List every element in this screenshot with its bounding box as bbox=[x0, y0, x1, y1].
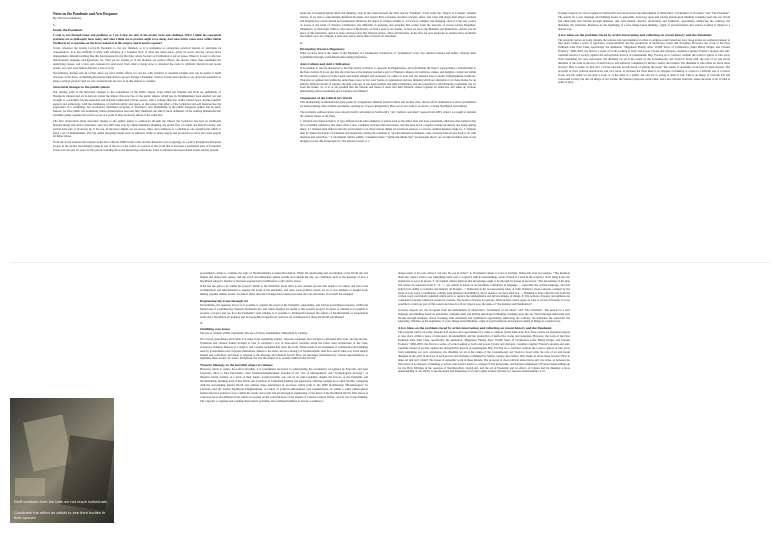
caption-line-2: Constraint the effect on artists to see their bodies in their spaces bbox=[14, 510, 106, 520]
paragraph: The first observation about structural change to the public sphere is reinforced through the impact the lockdown has had on traditional manufacturing and service industries, and cross 66% take over by online industries. Banking, the global flow of capital, the Debt Economy, and Global networks of all shown up, it has not. In the more digital, we are stores, cities, and commerce is a reliable as one system from which to forge a set of fundamentals. The big online shopping brands such as Amazon, while as many supply and production to have also been largely invisible labour. bbox=[53, 118, 221, 139]
paragraph: In many respects we can recognise from the embodiment of Nietzsche’s “revaluation of all values” and “The Overman”. The search for a new language and thinking based on aphorisms, breaking apart and mixing neurological thinking, breaking apart the one World through embracing new Worlds through madness, chaos, breaking with rationality and Symbolical opportunity, embracing the ordinary, the mundane, the particular, the surprising. Whether as the beginning of a new image-based thinking, origin of psychoanalysis and science looking at things in a neutral way. bbox=[398, 307, 570, 324]
heading-few-ideas: A few ideas on the problems faced by artists intervening and reflecting on recent history and the Pandemic bbox=[558, 33, 712, 38]
paragraph: What we have here is the centre of the Pandemic is a momentary breakdown of “normalised” every day cultural routines and habits, offering other possibilities through a scheduled homecoming Narratives. bbox=[300, 51, 476, 60]
heading-outlining-core-issues: Outlining core issues bbox=[200, 327, 231, 332]
column-4 bbox=[200, 272, 368, 526]
heading-structural-changes: Structural changes to the public sphere bbox=[53, 85, 110, 90]
caption-line-1: Stuff surfaces from the bath we not reach individuals bbox=[14, 499, 107, 504]
author-byline: By David Goldenberg bbox=[53, 16, 82, 21]
paragraph: The problems outlined above were already briefly articulated in Stallworth’s “Art: Cultural outcomes” opened from 2003, when I so sought to demand the cultural values of the West. bbox=[300, 109, 476, 118]
photo-caption bbox=[14, 499, 110, 520]
paragraph: Nevertheless, the question is how is it possible to register the event of the Pandemic, Quarantine, and Global government response, within the framework of Contemporary Western Neoliberal Art, and which insights are useful to this specific project? In terms of whether it is possible to produce a project and see how the Pandemic? And whether is it possible to distinguish between the effects of Neoliberalism or Geopolitical terms and a Neoliberal art industry and its Geopolitical objectives? And how art is mitigated by these the World and Market? bbox=[200, 303, 368, 319]
paragraph: break the Covenant(Capital) mind and thinking, even in the clash between the West and its “Enemies”. Even today the “Object of Critique” remains elusive. If we aim to acknowledge Reinhard Koselek, and current First Colonials, modern concepts, ideas, and crisis still shape their impact analysis and shaping how events should be investigated. Whatever the object of critique actually is, is far more complex and changing, since it is the very source of power at the heart of Western Civilisation, the difficulty in grasping and grasping this comes from the exercise of Green Global Magnifier, Ideasphere, or Ontologie. With no advocates of Modernity, we find a need to our bodies, so here we are to the Manifest and Immediate, and the one set place of this formation. And it is quite obvious today that Western artists, critics and theorists, in the first are now irrelevant to analyse those problems has turned out to be complex, a dead end, and no more than a branch of Liberalism. bbox=[300, 12, 476, 39]
heading-registering-event: Registering the event through art bbox=[200, 298, 249, 303]
paragraph: The program carries on today. Despite the sources and opportunities for artists to address recent behaviour, how those events are registered appear to take place within a space of ignorance, irresponsibility and the production of ineffective works and strategies. However, the work of the New Parkland artist Paul Chan, specifically the animation “Happiness Finally After 35,000 Years of Civilization (After Henry Darger and Charles Fourier),” 2000-2003, the first in a series of works looking at body and power. Utopia and dystopia, considers together Fourier’s utopian and anti-capitalist model of society, against the unforgivable horrors of Guantanamo Bay. Forcing us to confront, without the room to ignore or turn away from something our own conscience, the dilemma we sit at the centre of the Contemporary Art World is faced with, the role of art and moral dilemma of the artist in the face of such horrors and barbarity committed by his/her country and culture. The dilemma is who exists art about these horrors? How to make art that isn’t a trivial and that avoids moral of putting the issue? The issues of epistemic work here in these threads. The proposal of clear political abstractions and vice versa, as between the West there is no shyness of thinking or action is a difficult one or to know about, and the realm we are able to look, or at the same as a public, but one not so strong at artist at risk. This is an image of both the EU and concurrent society, but also an image of our worlds, the Western proposed social order, and a new rational structure, where the most of art is what is really at play. bbox=[558, 37, 730, 85]
paragraph: What has the gain to be within the project? Inside to the Pandemic event there is also another process that needs to be raised, and that is the normalisation and naturalisation to register the event of the pandemic, and other socio-political events. In art, it was aesthetic or insight form, linking together similar events, because if these structural changes have taken place then the role and nature of art itself has changed. bbox=[200, 284, 368, 297]
photo-highlight bbox=[15, 478, 45, 496]
section-number: 1. bbox=[53, 22, 56, 27]
heading-suspension-global-art-world: Suspension of the Global Art World bbox=[300, 95, 352, 100]
section-number: 2. bbox=[300, 40, 303, 45]
column-2 bbox=[300, 12, 476, 252]
paragraph: In many respects we can recognise in Stallworth’s text and practice the embodiment of Nietzsche’s “revaluation of all values” and “The Overman”. The search for a new language and thinking based on aphorisms, ironology upon and tracing neurological thinking, breaking apart the one World and embracing new Worlds through madness, and even mental chaotics, uncertainty and Symbolic, opportunity, embracing the ordinary, the mundane, the particular, liberation as the beginning of a new image-based thinking, origin of psychoanalysis and science looking at things in a neutral way. bbox=[558, 12, 730, 31]
heading-inside-the-pandemic: Inside the Pandemic bbox=[53, 28, 83, 33]
paragraph: Nevertheless, having said all of that, there are clear visible effects we can use with certainty to establish insights that can be useful to build reactions of the Press, as Building Reactions think about is project having a Pandemic. What is Useful and relevant to say about the pandemic to shape a serious project? And we can constructively say how to in this remote to consider. bbox=[53, 71, 221, 83]
paragraph: This momentarily weakened hold gives pause by a hegemonic Western Global Culture and its elite class, throws off its domination to allow possibilities by democratising other cultures and media, opening up of space Imagination. Here we do not want to re-centre, a Global Neoliberal Art Industry. bbox=[300, 100, 476, 109]
column-1 bbox=[53, 12, 221, 252]
paragraph: Our starting point is the Structural changes to the foundations of the Public sphere, from which the Kantian and Paris are definitions of Bourgeois cultural and art is derived. Given the impact this now has on the public sphere, which has its Enlightenment been enabled out and brought to a standstill. People separated and isolated within their private spaces, with a volume shift into online virtual space, having together support and technology, with the dominance of platform public and space, in that respect the effect of the lockdown and self isolation has the appearance of a continuing, but accelerated, Neoliberal program, of Thatcher’s own dismantling of the public bourgeois sphere and its ideal. Instead, we have public life seamlessly Indian infrastructure has been fully mediated, the elite is more dominant, of the existing institutions that assemble gather together the world, we are at a point of their necessary defeat of the collective. bbox=[53, 89, 221, 118]
paragraph: 1. Western new believed like it is very different from other elements of nature such as the mind, man and trees (ornament, otherwise man believes that he is of similar substance, that there exists a new continuity between man and nature, and that man is not a superior being but merely one being among many. 2.7 Western man believes that the world exists to be chose that he thinks it towards its purpose, or at least, entitled manners make no. 3. Western men by makes the dollars of dominant and modernity. Stallworth continues to “ground inherent in madness. I am concerned that art has itself to do with madness and narratives.” 3. Occidental culture admits “consumed ideas.” Stallworth thinks that “professional ideas” are an impoverished state of the thought process. He is interested in “the mental process or a bbox=[300, 119, 476, 143]
paragraph: Today, whatever the Global Covid-19 Pandemic is, has not finished, so it is premature to extrapolate practical lessons or anticipate its consequences. It is also difficult to write with certainty at a bounded view of what has taken place, given its reach, and the various news management, although nothing like this has happened in my life time, where Society as Civilisation is put on pause. Where it is easy to slip into melodramatic language and hyperbole. So, what we are looking to of the moment are surface effects, the shocks, rather than examining the underlying causes, and a slow and contested to read away from what is being done, to interpret the event to symbolic historical and recent events, nor can I even believe fall into a true if on th. bbox=[53, 46, 221, 70]
photograph bbox=[10, 398, 114, 523]
paragraph: However, much to reduce the Leftof Occultist, it is nonetheless necessary to acknowledge the problematic recognised by Foucault, and later Lazzarato. How to find Eurocentric, their Western-Enlightenment founded of the “Art of Management” and “Technological Ecology”, as Western Global Culture as a form of their nature. Controversially, one can be an Anti-Capitalist, despite the horrors of the Pandemic and Neoliberalism, breaking hold of this World, the formation of Capitalism Identity and superiority, offering opening up to other Worlds, competing with the surrounding natural World and cultures these neutralised in successes which form in the 2006 modification “Bioideologies” by Lazzarato and the Global Neoliberal Enlightenment. A variety of political philosophers and commentators on within a wider philosophical framework have pointed to how visible the trends and social and psychological engineering of the heart of the Neoliberal World. That shows is conscious level and different from which is revealed on the contradictions of the market of Creative Culture artists’, and its role in the thinking. The capacity to organise and continue Eurocentric problems, but continued inability to invoke a solution to bbox=[200, 367, 368, 403]
document-title: Notes on the Pandemic and Arts Response bbox=[53, 12, 118, 16]
heading-disrupting-western-hegemony: Disrupting Western Hegemony bbox=[300, 46, 345, 51]
column-3 bbox=[558, 12, 730, 202]
heading-anti-culture: Anti-Culture and Anti-Civilisation bbox=[300, 61, 350, 66]
heading-few-ideas-2: A few ideas on the problems faced by artists intervening and reflecting on recent history and the Pandemic bbox=[398, 325, 552, 330]
lead-question: I want to run through issues and problems as I see it that are task of the project Issue and challenge. What I think the conceptual problems are as philosophy faces today, and what I think are as practice ought to be doing. And what artists cause more within Global Neoliberal art to speculate on the forces looked at in this project, and in need to operate? bbox=[53, 32, 221, 45]
column-5 bbox=[398, 272, 570, 526]
page-divider bbox=[10, 262, 770, 263]
paragraph: governments, ideals to continue the logic of Neoliberalism’s Counter-Revolution. While the questioning and overturning of the World into the market and democratic sphere, and the social and immediate sphere outside and outside the city, are combined, such as the message of how a Neoliberal subject’s identity is has been repeated and conditioned to reify and its stores. bbox=[200, 272, 368, 283]
paragraph: It is possible to use the disruption to the Eurocentric tradition, to decentre its Hegemonies, and reformulate the West’s appropriation of Modernism to the Euro-Global. It is not just that the crisis has at the moment reached a level of Western cultures, its traditions, values, and insights, carried out within the Eurocentric context provide useful and usable insights and strategies for others to look and the Western Euro-Canonic Enlightenment traditions. That also recognises that within the same these years, in fact, new forms of organisation and new thinking which are alternative to it, there modes for an entirely different model of Culture, through concepts of the Anti-Cultural and Anti-Civilisation, and the potential for reformulating Capitalism and art from the inside. So, it is of all possible that the threads and mesh of ideas that held Western culture together be abducted, and taken up without maintaining and reconstituting place Cultures and Market? bbox=[300, 65, 476, 94]
heading-western-ideology: Western ideology as the invisible object of critique bbox=[200, 362, 273, 367]
paragraph: From the social tensions that rupture in the face with the 2008 Credit Crisis and the financial cycle (ongoing), as a policy through the European project in the global, increasingly, being in one of the two to the world, as a period of the world that is has been a permanent state of Economic Crisis over the past 10 years. In the period, resulting the social distancing restrictions, it has accelerated and exacerbated trends already present. bbox=[53, 139, 221, 152]
paragraph: On a broad, generalised, level what is at stake is the organising, impact, response, language and concepts to articulate this event, and the success. Traditions and cultural frames brought to bear to establish a sort of Eurocentric narrative about the event, their architecture of the virus, lockdown, isolation impacts of a subject, and a sterile Gemeinschaft upon the body. Terms made as an instrument of examination and thinking used by governments and corporate institutions, linked to the virus, and as a strategy of Neoliberalism? And how and in what way is the subject shaped and controlled, and made to respond to the message and external forces? How are messages rationalised by various representatives, to legitimise these events, its orders, disciplines, the role the subject is to operate within in that World? bbox=[200, 336, 368, 361]
paragraph: The use of critique within Capitalism. The use of Chaos, Insensibility, Disturbing by identity. bbox=[200, 331, 308, 336]
paragraph: The program carries on today. Despite rich sources and opportunities for artists to address recent behaviour, how those events are registered appear to take place within a space of ignorance, irresponsibility and the production of ineffective works and strategies. However, the work of the New Parkland artist Paul Chan, specifically the animation “Happiness Finally After 35,000 Years of Civilization (after Henry Darger and Charles Fourier),” 2000-2003, the first in a series of works looking at body and power. Utopia and dystopia, considers together Fourier’s utopian and anti-capitalist model of society, against the unforgivable horrors of Guantanamo Bay. Forcing us to confront, without the room to ignore or turn away from something our own conscience, the dilemma we sit at the centre of the Contemporary Art World is faced with, the role of art and moral dilemma of the artist in the face of such horrors and barbarity committed by his/her country and culture. Who make art about these horrors? How to make art that isn’t trivial? The issues of epistemic work in these threads. The proposal of clear political abstractions and vice versa, as between the West there is no shyness of thinking or action, that doesn’t lead to a collapse of that knowledge, and Western Alignment of Fourier mental things up for the Holy Writings in the question of Neoliberalism, Global Art, and the art of Pandemic and its effects of Culture and Its thinking: a more understanding of our ability to see the shape and dimension of art and capital is more relevant to a nascent understanding of art. bbox=[398, 330, 570, 374]
paragraph: deeper point of its roots where I can sure the say in richer”. 4. Occidental culture is fond of analysis. Stallworth does not analyse. “The intention made me, when I work to see something really well, to regard it with its surroundings, never if there is a meal in the country, I don’t bring it into my tendencies to see it in pieces. 5. Occidental culture believes that knowledge ought to be through its passes in necessary. “The knowledge of the man and cannot be separated from it ” 6. “... our culture is based on an enormous confidence in language — especially the written language, and true belief in its ability to translate and indicate all thought…” Stallworth in his not necessarily ideas of truth. Named is more concrete, oriented by the sense of four ways, Colombiana, a magic seen grimaces and mimicry, and it seems to be more effective. ... Thinking is more effective felt from the written word, particularly painting which serve to replace the unimaginable and private images of things. 8. The notions of beauty and ugliness are considered concrete, unknown created as creative. The notion of beauty is precious. Western men cannot agree on what is, in fact all beauty, it is not possible to avoid our part of this reason and does for all art objects now, the sense of “the humans and illumination”. bbox=[398, 272, 570, 307]
section-number: 3. bbox=[200, 321, 203, 326]
